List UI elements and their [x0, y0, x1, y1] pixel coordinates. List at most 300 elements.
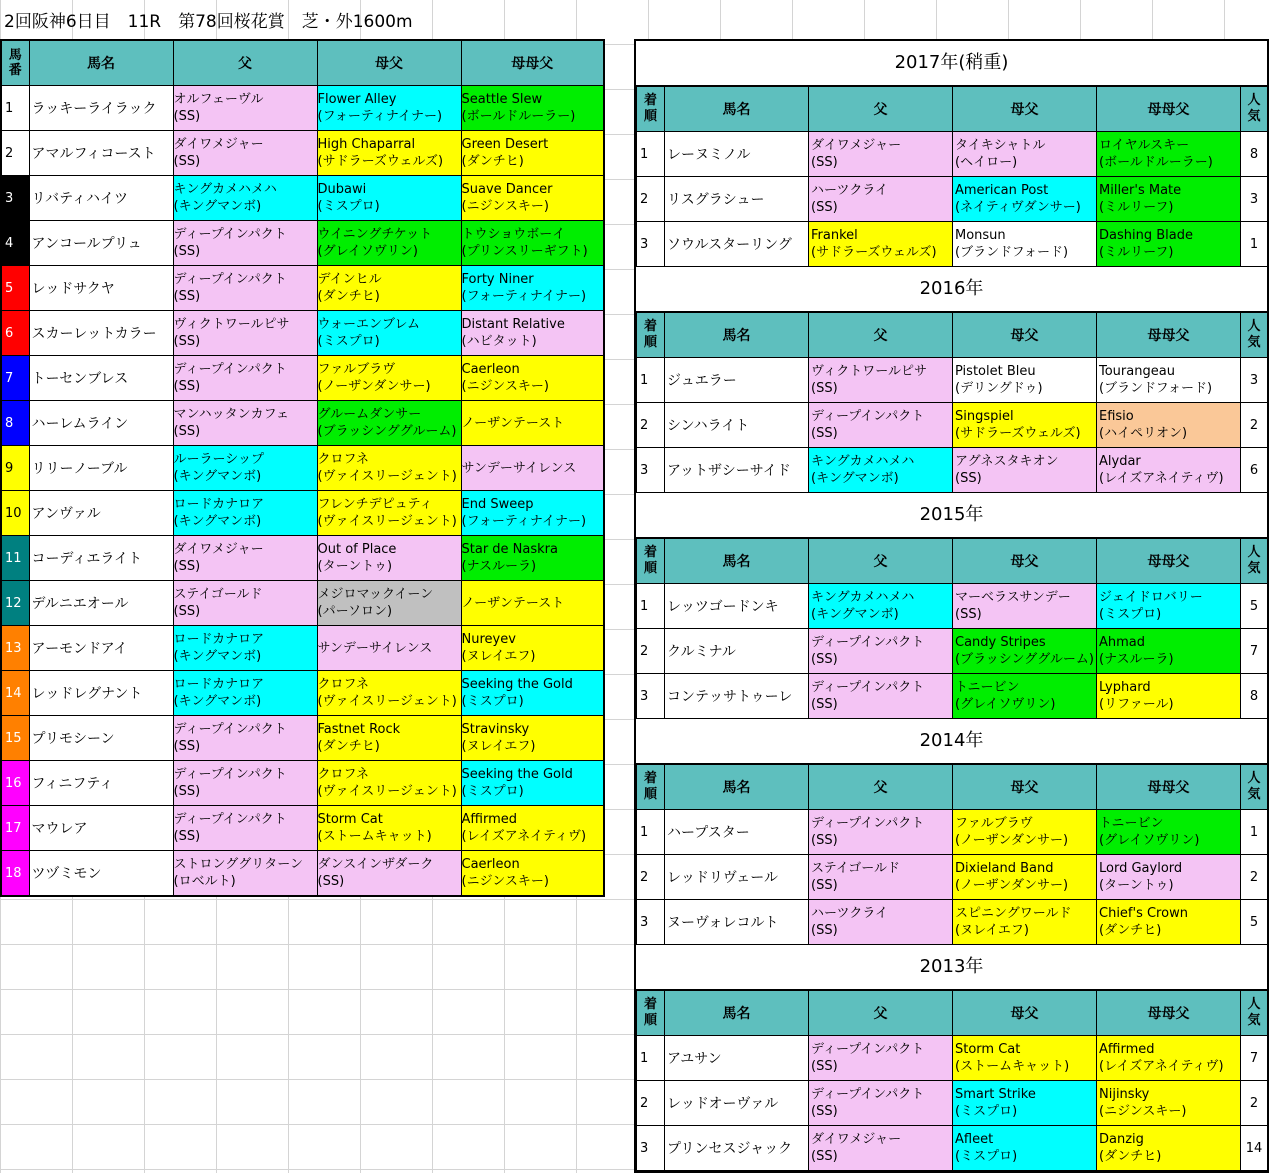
header-num: 馬 番 — [1, 40, 29, 86]
sire-cell-line: (キングマンボ) — [173, 469, 262, 484]
dam-dam-sire-cell-line: (ナスルーラ) — [461, 559, 537, 574]
dam-dam-sire-cell — [461, 176, 604, 221]
finish-position: 3 — [637, 900, 665, 945]
dam-sire-cell — [317, 536, 461, 581]
dam-sire-cell-line: (ブラッシンググルーム) — [317, 424, 457, 439]
dam-dam-sire-cell — [461, 131, 604, 176]
dam-sire-cell-line: (グレイソヴリン) — [317, 244, 418, 259]
result-row — [637, 177, 1268, 222]
dam-sire-cell-line: トニービン — [955, 680, 1020, 695]
dam-sire-cell — [953, 177, 1097, 222]
dam-sire-cell-line: ファルブラヴ — [955, 816, 1033, 831]
result-row — [637, 629, 1268, 674]
dam-dam-sire-cell — [461, 581, 604, 626]
dam-sire-cell-line: (デリングドゥ) — [955, 381, 1043, 396]
sire-cell — [173, 86, 317, 131]
dam-sire-cell-line: メジロマックイーン — [317, 587, 434, 602]
sire-cell-line: (SS) — [173, 604, 201, 619]
sire-cell-line: (SS) — [811, 426, 838, 441]
finish-position: 3 — [637, 448, 665, 493]
sheet-title: 2回阪神6日目 11R 第78回桜花賞 芝・外1600m — [4, 12, 413, 32]
header-dam-sire: 母父 — [953, 313, 1097, 358]
entry-row — [1, 221, 604, 266]
entry-number: 16 — [1, 761, 29, 806]
entries-table — [0, 39, 605, 897]
result-table — [636, 764, 1268, 945]
result-row — [637, 855, 1268, 900]
dam-dam-sire-cell-line: (ハビタット) — [461, 334, 537, 349]
dam-dam-sire-cell-line: (グレイソヴリン) — [1099, 833, 1200, 848]
dam-sire-cell-line: (ミスプロ) — [955, 1104, 1018, 1119]
result-header-row — [637, 313, 1268, 358]
result-row — [637, 810, 1268, 855]
dam-sire-cell-line: (SS) — [317, 874, 345, 889]
dam-dam-sire-cell — [1097, 674, 1241, 719]
sire-cell-line: ディープインパクト — [173, 767, 287, 782]
header-sire: 父 — [809, 991, 953, 1036]
entry-number: 5 — [1, 266, 29, 311]
dam-dam-sire-cell-line: Seeking the Gold — [461, 767, 573, 782]
sire-cell-line: (SS) — [811, 652, 838, 667]
dam-dam-sire-cell — [461, 356, 604, 401]
dam-sire-cell — [317, 581, 461, 626]
dam-sire-cell-line: (サドラーズウェルズ) — [317, 154, 444, 169]
sire-cell-line: ダイワメジャー — [173, 137, 264, 152]
dam-sire-cell — [953, 1126, 1097, 1171]
sire-cell — [173, 671, 317, 716]
result-row — [637, 900, 1268, 945]
dam-dam-sire-cell-line: Caerleon — [461, 857, 520, 872]
dam-dam-sire-cell-line: Efisio — [1099, 409, 1134, 424]
dam-dam-sire-cell-line: Lord Gaylord — [1099, 861, 1183, 876]
dam-dam-sire-cell-line: (フォーティナイナー) — [461, 514, 587, 529]
sire-cell-line: ストロンググリターン — [173, 857, 303, 872]
dam-dam-sire-cell — [461, 401, 604, 446]
entry-number: 11 — [1, 536, 29, 581]
dam-dam-sire-cell-line: Affirmed — [1099, 1042, 1155, 1057]
horse-name: プリモシーン — [29, 716, 173, 761]
dam-sire-cell-line: (ノーザンダンサー) — [955, 878, 1069, 893]
result-row — [637, 403, 1268, 448]
dam-dam-sire-cell — [1097, 1036, 1241, 1081]
dam-dam-sire-cell-line: Alydar — [1099, 454, 1141, 469]
sire-cell-line: (SS) — [173, 154, 201, 169]
sire-cell — [809, 1036, 953, 1081]
header-sire: 父 — [809, 313, 953, 358]
horse-name: フィニフティ — [29, 761, 173, 806]
entry-row — [1, 761, 604, 806]
header-dam-sire: 母父 — [953, 87, 1097, 132]
sire-cell — [173, 446, 317, 491]
entry-row — [1, 356, 604, 401]
dam-dam-sire-cell — [461, 806, 604, 851]
year-block — [636, 41, 1267, 267]
header-pos: 着 順 — [637, 991, 665, 1036]
horse-name: リリーノーブル — [29, 446, 173, 491]
horse-name: レッドオーヴァル — [665, 1081, 809, 1126]
sire-cell-line: (SS) — [811, 155, 838, 170]
dam-dam-sire-cell-line: Chief's Crown — [1099, 906, 1188, 921]
horse-name: アットザシーサイド — [665, 448, 809, 493]
dam-sire-cell-line: Pistolet Bleu — [955, 364, 1036, 379]
entry-row — [1, 581, 604, 626]
dam-sire-cell-line: グルームダンサー — [317, 407, 422, 422]
horse-name: ソウルスターリング — [665, 222, 809, 267]
dam-sire-cell-line: (ダンチヒ) — [317, 739, 380, 754]
dam-dam-sire-cell — [1097, 1081, 1241, 1126]
sire-cell-line: (SS) — [173, 829, 201, 844]
result-row — [637, 132, 1268, 177]
dam-sire-cell-line: (ミスプロ) — [317, 199, 380, 214]
dam-sire-cell — [317, 716, 461, 761]
header-name: 馬名 — [29, 40, 173, 86]
horse-name: アンヴァル — [29, 491, 173, 536]
dam-sire-cell-line: (パーソロン) — [317, 604, 393, 619]
dam-sire-cell — [953, 810, 1097, 855]
dam-dam-sire-cell-line: (ミルリーフ) — [1099, 245, 1174, 260]
sire-cell-line: (キングマンボ) — [173, 694, 262, 709]
dam-sire-cell-line: スピニングワールド — [955, 906, 1072, 921]
header-sire: 父 — [809, 765, 953, 810]
header-pop: 人 気 — [1241, 313, 1268, 358]
dam-sire-cell-line: Monsun — [955, 228, 1006, 243]
sire-cell-line: (SS) — [811, 1059, 838, 1074]
entry-number: 7 — [1, 356, 29, 401]
entry-number: 1 — [1, 86, 29, 131]
dam-dam-sire-cell — [461, 221, 604, 266]
sire-cell — [809, 448, 953, 493]
dam-sire-cell-line: デインヒル — [317, 272, 382, 287]
horse-name: ヌーヴォレコルト — [665, 900, 809, 945]
sire-cell-line: (SS) — [173, 784, 201, 799]
dam-sire-cell — [317, 176, 461, 221]
dam-sire-cell-line: Flower Alley — [317, 92, 397, 107]
year-block — [636, 945, 1267, 1171]
dam-sire-cell — [317, 491, 461, 536]
entry-number: 9 — [1, 446, 29, 491]
sire-cell-line: ロードカナロア — [173, 632, 265, 647]
dam-dam-sire-cell-line: (ミスプロ) — [461, 784, 524, 799]
sire-cell-line: (キングマンボ) — [173, 649, 262, 664]
header-dam-dam-sire: 母母父 — [1097, 87, 1241, 132]
horse-name: ハープスター — [665, 810, 809, 855]
horse-name: ハーレムライン — [29, 401, 173, 446]
dam-dam-sire-cell — [461, 851, 604, 897]
dam-sire-cell-line: クロフネ — [317, 677, 369, 692]
dam-sire-cell-line: (ストームキャット) — [955, 1059, 1070, 1074]
dam-dam-sire-cell-line: (ミスプロ) — [1099, 607, 1162, 622]
dam-sire-cell-line: ウォーエンブレム — [317, 317, 420, 332]
dam-dam-sire-cell — [1097, 448, 1241, 493]
sire-cell-line: (SS) — [811, 381, 838, 396]
dam-dam-sire-cell-line: Seattle Slew — [461, 92, 543, 107]
dam-dam-sire-cell-line: Caerleon — [461, 362, 520, 377]
popularity: 7 — [1241, 1036, 1268, 1081]
dam-sire-cell-line: (ブラッシンググルーム) — [955, 652, 1094, 667]
horse-name: アマルフィコースト — [29, 131, 173, 176]
dam-sire-cell-line: Fastnet Rock — [317, 722, 401, 737]
dam-sire-cell-line: (ノーザンダンサー) — [955, 833, 1069, 848]
dam-dam-sire-cell-line: ノーザンテースト — [461, 595, 565, 611]
header-pop: 人 気 — [1241, 765, 1268, 810]
dam-dam-sire-cell-line: (ニジンスキー) — [1099, 1104, 1187, 1119]
dam-dam-sire-cell-line: Nureyev — [461, 632, 516, 647]
dam-dam-sire-cell-line: Distant Relative — [461, 317, 565, 332]
entry-row — [1, 311, 604, 356]
dam-sire-cell — [953, 1036, 1097, 1081]
popularity: 8 — [1241, 674, 1268, 719]
sire-cell-line: ダイワメジャー — [173, 542, 264, 557]
dam-sire-cell — [317, 761, 461, 806]
header-sire: 父 — [809, 539, 953, 584]
sire-cell — [173, 761, 317, 806]
sire-cell-line: (SS) — [811, 1104, 838, 1119]
horse-name: ツヅミモン — [29, 851, 173, 897]
dam-sire-cell-line: Storm Cat — [317, 812, 383, 827]
result-row — [637, 584, 1268, 629]
sire-cell-line: (SS) — [173, 739, 201, 754]
entry-number: 8 — [1, 401, 29, 446]
dam-sire-cell-line: タイキシャトル — [955, 138, 1046, 153]
dam-sire-cell — [953, 900, 1097, 945]
popularity: 1 — [1241, 810, 1268, 855]
entry-number: 14 — [1, 671, 29, 716]
dam-dam-sire-cell-line: (ボールドルーラー) — [461, 109, 576, 124]
header-dam-dam-sire: 母母父 — [1097, 313, 1241, 358]
dam-sire-cell-line: (ヘイロー) — [955, 155, 1018, 170]
dam-sire-cell-line: American Post — [955, 183, 1049, 198]
dam-sire-cell — [317, 401, 461, 446]
header-pop: 人 気 — [1241, 539, 1268, 584]
dam-dam-sire-cell — [1097, 584, 1241, 629]
finish-position: 3 — [637, 674, 665, 719]
popularity: 5 — [1241, 584, 1268, 629]
dam-sire-cell — [953, 584, 1097, 629]
entry-number: 12 — [1, 581, 29, 626]
sire-cell — [173, 716, 317, 761]
sire-cell-line: マンハッタンカフェ — [173, 407, 289, 422]
horse-name: クルミナル — [665, 629, 809, 674]
dam-sire-cell-line: High Chaparral — [317, 137, 416, 152]
sire-cell-line: ハーツクライ — [811, 183, 888, 198]
dam-sire-cell — [317, 356, 461, 401]
year-title: 2015年 — [636, 493, 1267, 538]
entry-number: 2 — [1, 131, 29, 176]
dam-dam-sire-cell-line: Green Desert — [461, 137, 549, 152]
dam-dam-sire-cell — [461, 626, 604, 671]
dam-sire-cell-line: Dixieland Band — [955, 861, 1054, 876]
sire-cell-line: ステイゴールド — [173, 587, 263, 602]
header-dam-sire: 母父 — [317, 40, 461, 86]
dam-sire-cell-line: Out of Place — [317, 542, 397, 557]
horse-name: アンコールプリュ — [29, 221, 173, 266]
dam-dam-sire-cell-line: (ニジンスキー) — [461, 874, 549, 889]
dam-sire-cell-line: (サドラーズウェルズ) — [955, 426, 1081, 441]
sire-cell-line: ディープインパクト — [811, 1087, 925, 1102]
sire-cell — [809, 132, 953, 177]
dam-sire-cell-line: ウイニングチケット — [317, 227, 433, 242]
dam-dam-sire-cell-line: ロイヤルスキー — [1099, 138, 1190, 153]
dam-sire-cell — [953, 132, 1097, 177]
dam-dam-sire-cell-line: Nijinsky — [1099, 1087, 1150, 1102]
finish-position: 1 — [637, 358, 665, 403]
dam-dam-sire-cell-line: サンデーサイレンス — [461, 460, 577, 476]
dam-sire-cell — [317, 221, 461, 266]
header-sire: 父 — [173, 40, 317, 86]
sire-cell-line: ダイワメジャー — [811, 1132, 902, 1147]
dam-sire-cell-line: ダンスインザダーク — [317, 857, 434, 872]
header-dam-sire: 母父 — [953, 539, 1097, 584]
sire-cell — [173, 806, 317, 851]
popularity: 3 — [1241, 358, 1268, 403]
dam-sire-cell-line: (ヴァイスリージェント) — [317, 694, 457, 709]
dam-sire-cell-line: (ヴァイスリージェント) — [317, 784, 457, 799]
sire-cell-line: (SS) — [811, 833, 838, 848]
header-name: 馬名 — [665, 765, 809, 810]
horse-name: トーセンブレス — [29, 356, 173, 401]
dam-dam-sire-cell-line: (レイズアネイティヴ) — [461, 829, 587, 844]
dam-sire-cell-line: Smart Strike — [955, 1087, 1036, 1102]
header-dam-dam-sire: 母母父 — [461, 40, 604, 86]
sire-cell-line: Frankel — [811, 228, 858, 243]
popularity: 1 — [1241, 222, 1268, 267]
popularity: 14 — [1241, 1126, 1268, 1171]
sire-cell-line: オルフェーヴル — [173, 92, 264, 107]
sire-cell-line: (キングマンボ) — [173, 199, 262, 214]
entry-row — [1, 671, 604, 716]
entry-number: 6 — [1, 311, 29, 356]
dam-dam-sire-cell-line: Ahmad — [1099, 635, 1146, 650]
dam-dam-sire-cell-line: Dashing Blade — [1099, 228, 1193, 243]
dam-dam-sire-cell-line: (フォーティナイナー) — [461, 289, 587, 304]
dam-dam-sire-cell — [1097, 855, 1241, 900]
entry-row — [1, 806, 604, 851]
horse-name: コーディエライト — [29, 536, 173, 581]
finish-position: 3 — [637, 1126, 665, 1171]
sire-cell — [809, 900, 953, 945]
dam-dam-sire-cell-line: Lyphard — [1099, 680, 1151, 695]
horse-name: リバティハイツ — [29, 176, 173, 221]
dam-dam-sire-cell — [1097, 177, 1241, 222]
result-row — [637, 358, 1268, 403]
year-title: 2013年 — [636, 945, 1267, 990]
dam-dam-sire-cell — [461, 491, 604, 536]
sire-cell-line: (SS) — [173, 109, 201, 124]
sire-cell-line: ディープインパクト — [811, 635, 925, 650]
header-pos: 着 順 — [637, 87, 665, 132]
sire-cell-line: (キングマンボ) — [173, 514, 262, 529]
dam-dam-sire-cell-line: Seeking the Gold — [461, 677, 573, 692]
sire-cell — [173, 626, 317, 671]
dam-sire-cell-line: (ヴァイスリージェント) — [317, 514, 457, 529]
dam-dam-sire-cell-line: ノーザンテースト — [461, 415, 565, 431]
dam-dam-sire-cell — [461, 716, 604, 761]
dam-sire-cell-line: (ミスプロ) — [955, 1149, 1018, 1164]
entry-row — [1, 536, 604, 581]
year-block — [636, 493, 1267, 719]
dam-dam-sire-cell-line: (リファール) — [1099, 697, 1174, 712]
dam-dam-sire-cell-line: ジェイドロバリー — [1099, 590, 1203, 605]
sire-cell-line: (SS) — [173, 424, 201, 439]
dam-dam-sire-cell-line: トウショウボーイ — [461, 227, 566, 242]
dam-sire-cell — [317, 671, 461, 716]
result-header-row — [637, 87, 1268, 132]
dam-sire-cell — [317, 311, 461, 356]
sire-cell-line: ディープインパクト — [811, 409, 925, 424]
sire-cell-line: ディープインパクト — [173, 272, 287, 287]
finish-position: 1 — [637, 584, 665, 629]
dam-dam-sire-cell — [461, 86, 604, 131]
result-row — [637, 1081, 1268, 1126]
sire-cell-line: ルーラーシップ — [173, 452, 264, 467]
entry-row — [1, 86, 604, 131]
dam-dam-sire-cell — [1097, 629, 1241, 674]
dam-dam-sire-cell-line: End Sweep — [461, 497, 534, 512]
popularity: 2 — [1241, 1081, 1268, 1126]
horse-name: レッドサクヤ — [29, 266, 173, 311]
horse-name: ジュエラー — [665, 358, 809, 403]
result-row — [637, 1036, 1268, 1081]
dam-dam-sire-cell — [461, 536, 604, 581]
sire-cell — [173, 176, 317, 221]
sire-cell-line: ロードカナロア — [173, 497, 265, 512]
dam-dam-sire-cell-line: (ナスルーラ) — [1099, 652, 1174, 667]
horse-name: シンハライト — [665, 403, 809, 448]
sire-cell-line: ディープインパクト — [173, 362, 287, 377]
dam-dam-sire-cell-line: トニービン — [1099, 816, 1164, 831]
sire-cell — [173, 401, 317, 446]
dam-sire-cell — [317, 131, 461, 176]
sire-cell — [173, 311, 317, 356]
sire-cell-line: (SS) — [811, 923, 838, 938]
header-name: 馬名 — [665, 991, 809, 1036]
entry-number: 17 — [1, 806, 29, 851]
year-block — [636, 267, 1267, 493]
sire-cell — [809, 177, 953, 222]
year-block — [636, 719, 1267, 945]
dam-dam-sire-cell — [461, 671, 604, 716]
finish-position: 2 — [637, 403, 665, 448]
sire-cell-line: (SS) — [811, 1149, 838, 1164]
dam-dam-sire-cell-line: (レイズアネイティヴ) — [1099, 1059, 1224, 1074]
dam-sire-cell — [953, 1081, 1097, 1126]
sire-cell-line: (SS) — [173, 334, 201, 349]
dam-sire-cell-line: (ヌレイエフ) — [955, 923, 1029, 938]
header-pop: 人 気 — [1241, 991, 1268, 1036]
dam-dam-sire-cell-line: Danzig — [1099, 1132, 1144, 1147]
dam-dam-sire-cell — [461, 311, 604, 356]
dam-sire-cell — [953, 629, 1097, 674]
entry-row — [1, 131, 604, 176]
horse-name: アユサン — [665, 1036, 809, 1081]
finish-position: 2 — [637, 177, 665, 222]
result-row — [637, 1126, 1268, 1171]
sire-cell-line: キングカメハメハ — [811, 590, 915, 605]
dam-sire-cell — [953, 674, 1097, 719]
year-title: 2014年 — [636, 719, 1267, 764]
dam-dam-sire-cell — [1097, 403, 1241, 448]
sire-cell-line: キングカメハメハ — [173, 182, 277, 197]
sire-cell-line: ディープインパクト — [811, 680, 925, 695]
dam-sire-cell-line: Candy Stripes — [955, 635, 1046, 650]
sire-cell-line: (キングマンボ) — [811, 471, 899, 486]
dam-sire-cell-line: サンデーサイレンス — [317, 640, 433, 656]
dam-sire-cell-line: ファルブラヴ — [317, 362, 396, 377]
dam-dam-sire-cell — [1097, 358, 1241, 403]
sire-cell — [173, 356, 317, 401]
dam-dam-sire-cell-line: (ブランドフォード) — [1099, 381, 1213, 396]
dam-dam-sire-cell-line: (ダンチヒ) — [1099, 1149, 1162, 1164]
